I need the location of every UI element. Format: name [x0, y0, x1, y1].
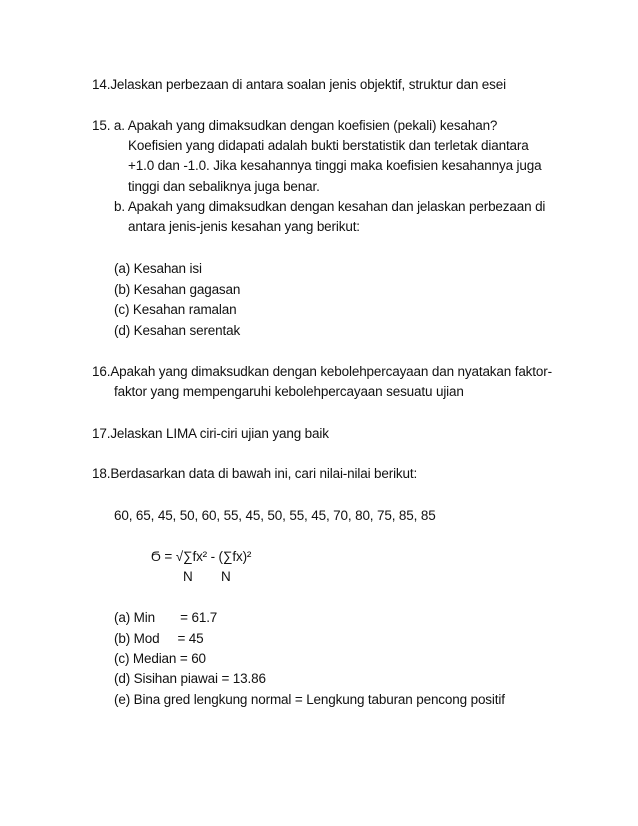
question-15b-line-2: antara jenis-jenis kesahan yang berikut: [128, 219, 360, 234]
formula-numerator: Ϭ = √∑fx² - (∑fx)² [151, 549, 252, 564]
option-15b-c: (c) Kesahan ramalan [114, 302, 237, 317]
answer-18b: (b) Mod = 45 [114, 631, 204, 646]
answer-18c: (c) Median = 60 [114, 651, 206, 666]
question-18: 18.Berdasarkan data di bawah ini, cari nilai-nilai berikut: [92, 466, 418, 481]
question-15a: 15. a. Apakah yang dimaksudkan dengan koefisien (pekali) kesahan? [92, 118, 498, 133]
question-17: 17.Jelaskan LIMA ciri-ciri ujian yang baik [92, 426, 329, 441]
formula-denominator-2: N [221, 569, 231, 584]
option-15b-b: (b) Kesahan gagasan [114, 282, 241, 297]
answer-15a-line-3: tinggi dan sebaliknya juga benar. [128, 179, 320, 194]
question-15b-line-1: b. Apakah yang dimaksudkan dengan kesahan dan jelaskan perbezaan di [114, 199, 546, 214]
answer-18d: (d) Sisihan piawai = 13.86 [114, 671, 266, 686]
option-15b-a: (a) Kesahan isi [114, 261, 202, 276]
formula-denominator-1: N [183, 569, 193, 584]
question-16-line-2: faktor yang mempengaruhi kebolehpercayaan sesuatu ujian [114, 384, 464, 399]
option-15b-d: (d) Kesahan serentak [114, 323, 241, 338]
answer-18a: (a) Min = 61.7 [114, 610, 218, 625]
question-16-line-1: 16.Apakah yang dimaksudkan dengan kebolehpercayaan dan nyatakan faktor- [92, 364, 552, 379]
question-14: 14.Jelaskan perbezaan di antara soalan jenis objektif, struktur dan esei [92, 77, 506, 92]
answer-18e: (e) Bina gred lengkung normal = Lengkung taburan pencong positif [114, 692, 505, 707]
data-values: 60, 65, 45, 50, 60, 55, 45, 50, 55, 45, 70, 80, 75, 85, 85 [114, 508, 436, 523]
answer-15a-line-2: +1.0 dan -1.0. Jika kesahannya tinggi maka koefisien kesahannya juga [128, 158, 542, 173]
answer-15a-line-1: Koefisien yang didapati adalah bukti berstatistik dan terletak diantara [128, 138, 529, 153]
